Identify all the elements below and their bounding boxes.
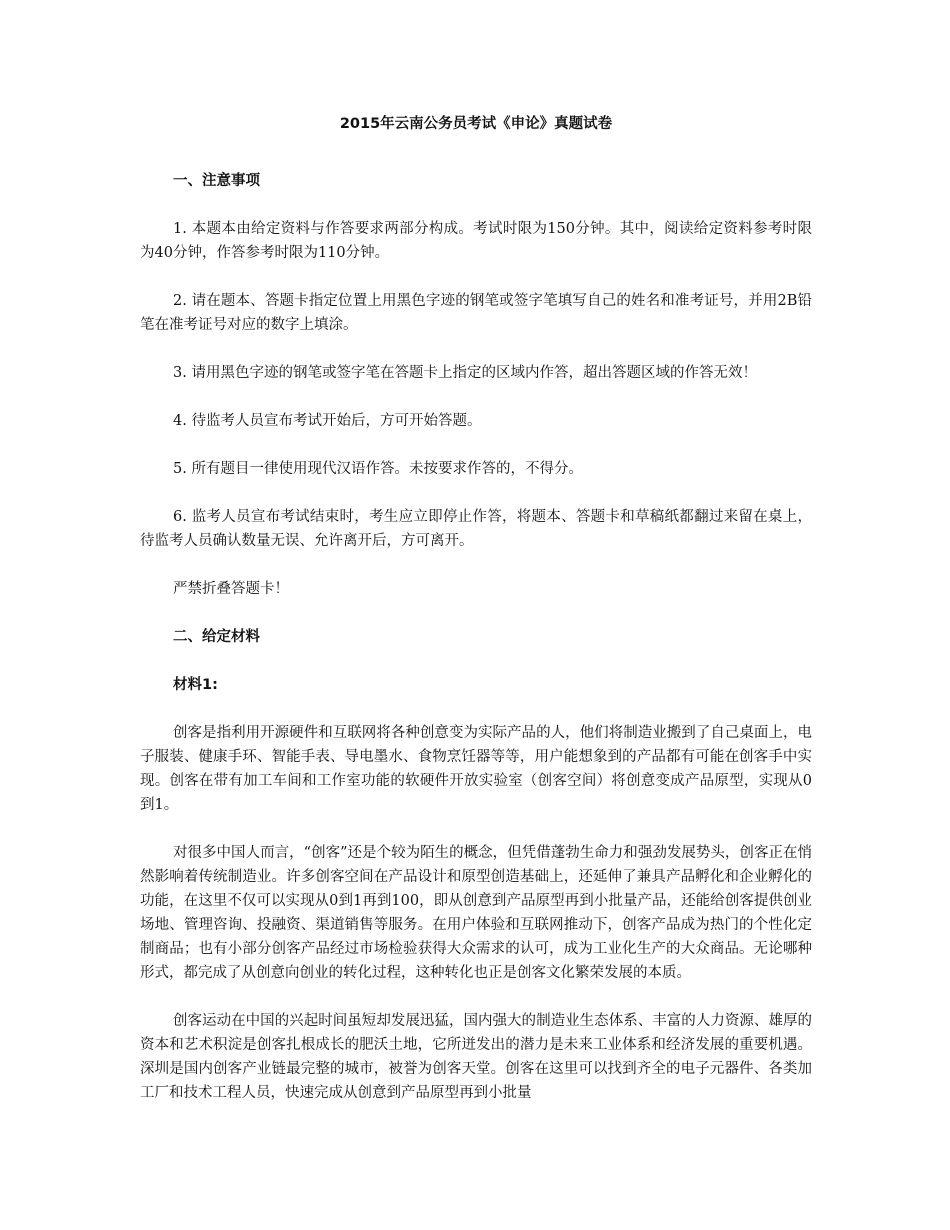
material-paragraph-3: 创客运动在中国的兴起时间虽短却发展迅猛，国内强大的制造业生态体系、丰富的人力资源、雄厚的资本和艺术积淀是创客扎根成长的肥沃土地，它所迸发出的潜力是未来工业体系和经济发展的重要机遇。深圳是国内创客产业链最完整的城市，被誉为创客天堂。创客在这里可以找到齐全的电子元器件、各类加工厂和技术工程人员，快速完成从创意到产品原型再到小批量 [140,1013,812,1101]
material-paragraph-1: 创客是指利用开源硬件和互联网将各种创意变为实际产品的人，他们将制造业搬到了自己桌面上，电子服装、健康手环、智能手表、导电墨水、食物烹饪器等等，用户能想象到的产品都有可能在创客手中实现。创客在带有加工车间和工作室功能的软硬件开放实验室（创客空间）将创意变成产品原型，实现从0到1。 [140,725,812,813]
note-warning: 严禁折叠答题卡！ [173,581,289,597]
section-heading-notes: 一、注意事项 [173,173,260,189]
note-item-5: 5. 所有题目一律使用现代汉语作答。未按要求作答的，不得分。 [173,461,583,477]
note-item-2: 2. 请在题本、答题卡指定位置上用黑色字迹的钢笔或签字笔填写自己的姓名和准考证号，并用2B铅笔在准考证号对应的数字上填涂。 [140,293,812,333]
material-paragraph-2: 对很多中国人而言，“创客”还是个较为陌生的概念，但凭借蓬勃生命力和强劲发展势头，创客正在悄然影响着传统制造业。许多创客空间在产品设计和原型创造基础上，还延伸了兼具产品孵化和企业孵化的功能，在这里不仅可以实现从0到1再到100，即从创意到产品原型再到小批量产品，还能给创客提供创业场地、管理咨询、投融资、渠道销售等服务。在用户体验和互联网推动下，创客产品成为热门的个性化定制商品；也有小部分创客产品经过市场检验获得大众需求的认可，成为工业化生产的大众商品。无论哪种形式，都完成了从创意向创业的转化过程，这种转化也正是创客文化繁荣发展的本质。 [140,845,812,981]
note-item-1: 1. 本题本由给定资料与作答要求两部分构成。考试时限为150分钟。其中，阅读给定资料参考时限为40分钟，作答参考时限为110分钟。 [140,221,812,261]
section-heading-materials: 二、给定材料 [173,629,260,645]
document-page [140,112,812,1129]
note-item-4: 4. 待监考人员宣布考试开始后，方可开始答题。 [173,413,482,429]
note-item-3: 3. 请用黑色字迹的钢笔或签字笔在答题卡上指定的区域内作答，超出答题区域的作答无效！ [173,365,757,381]
note-item-6: 6. 监考人员宣布考试结束时，考生应立即停止作答，将题本、答题卡和草稿纸都翻过来留在桌上，待监考人员确认数量无误、允许离开后，方可离开。 [140,509,812,549]
document-title: 2015年云南公务员考试《申论》真题试卷 [339,116,613,132]
material-heading: 材料1: [173,677,218,693]
